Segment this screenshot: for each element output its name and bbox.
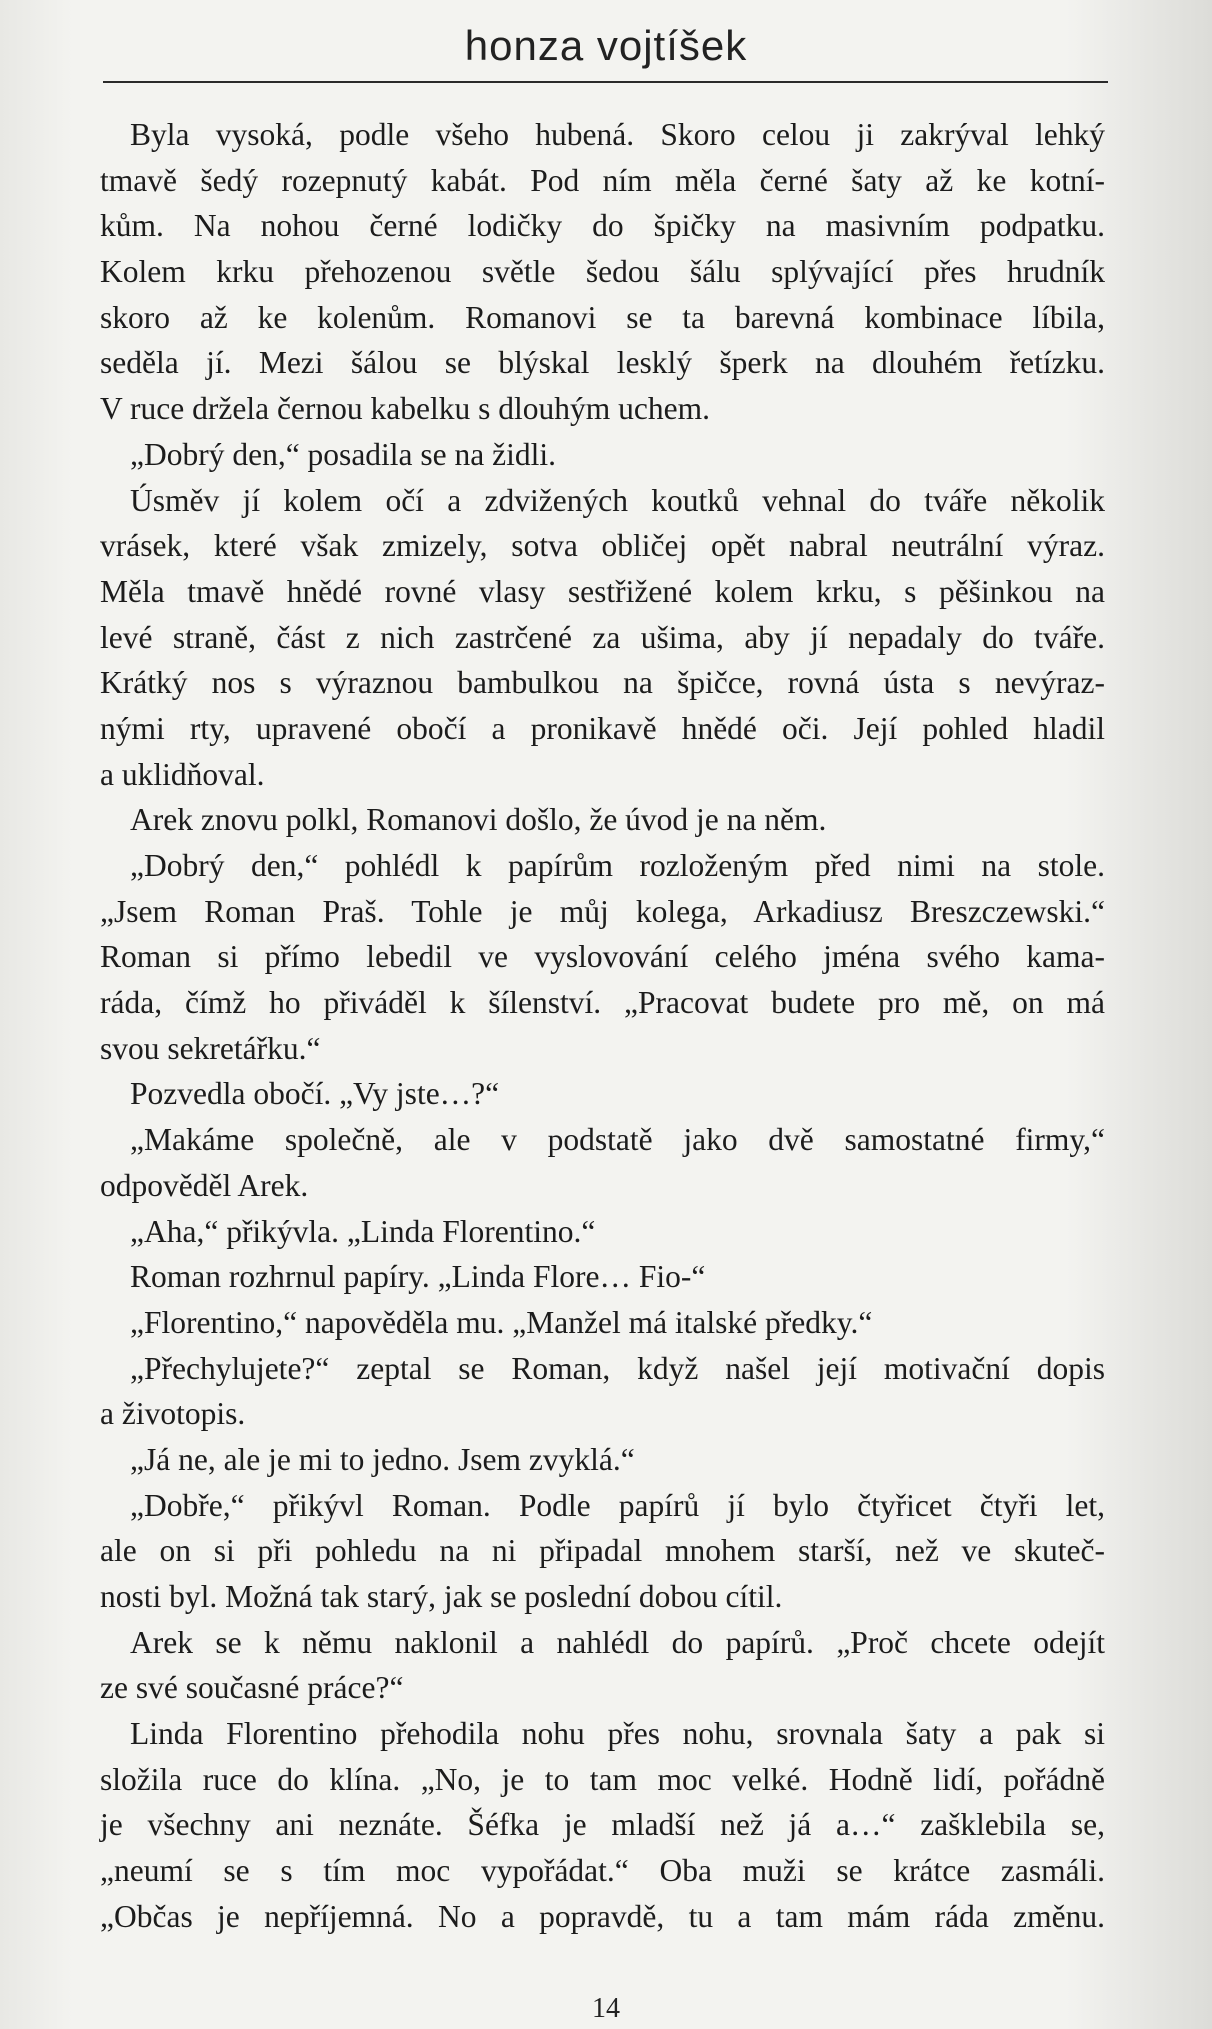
text-line: je všechny ani neznáte. Šéfka je mladší než já a…“ zašklebila se, [100,1807,1105,1843]
text-line: Úsměv jí kolem očí a zdvižených koutků vehnal do tváře několik [130,482,1105,518]
text-line: složila ruce do klína. „No, je to tam moc velké. Hodně lidí, pořádně [100,1761,1105,1797]
text-line: nými rty, upravené obočí a pronikavě hnědé oči. Její pohled hladil [100,710,1105,746]
text-line: „Občas je nepříjemná. No a popravdě, tu a tam mám ráda změnu. [100,1898,1105,1934]
text-line: „Makáme společně, ale v podstatě jako dvě samostatné firmy,“ [130,1122,1105,1158]
text-line: Pozvedla obočí. „Vy jste…?“ [130,1076,500,1112]
text-line: svou sekretářku.“ [100,1030,321,1066]
text-line: Roman rozhrnul papíry. „Linda Flore… Fio-“ [130,1259,706,1295]
page-number: 14 [592,1993,620,2024]
text-line: a uklidňoval. [100,756,265,792]
text-line: „Aha,“ přikývla. „Linda Florentino.“ [130,1213,596,1249]
text-line: „Já ne, ale je mi to jedno. Jsem zvyklá.“ [130,1441,635,1477]
text-line: ale on si při pohledu na ni připadal mnohem starší, než ve skuteč- [100,1533,1105,1569]
text-line: Linda Florentino přehodila nohu přes nohu, srovnala šaty a pak si [130,1716,1105,1752]
text-line: Kolem krku přehozenou světle šedou šálu splývající přes hrudník [100,254,1105,290]
text-line: ze své současné práce?“ [100,1670,404,1706]
running-head: honza vojtíšek [464,22,748,69]
text-line: Krátký nos s výraznou bambulkou na špičce, rovná ústa s nevýraz- [100,665,1105,701]
text-line: Měla tmavě hnědé rovné vlasy sestřižené kolem krku, s pěšinkou na [100,573,1105,609]
text-line: vrásek, které však zmizely, sotva obličej opět nabral neutrální výraz. [100,528,1105,564]
text-line: seděla jí. Mezi šálou se blýskal lesklý šperk na dlouhém řetízku. [100,345,1105,381]
text-line: „Přechylujete?“ zeptal se Roman, když našel její motivační dopis [130,1350,1105,1386]
text-line: Arek se k němu naklonil a nahlédl do papírů. „Proč chcete odejít [130,1624,1105,1660]
text-line: skoro až ke kolenům. Romanovi se ta barevná kombinace líbila, [100,299,1105,335]
text-line: levé straně, část z nich zastrčené za ušima, aby jí nepadaly do tváře. [100,619,1105,655]
text-line: „Dobrý den,“ pohlédl k papírům rozloženým před nimi na stole. [130,848,1105,883]
text-line: Arek znovu polkl, Romanovi došlo, že úvod je na něm. [130,802,827,838]
header-rule [103,81,1108,83]
text-line: tmavě šedý rozepnutý kabát. Pod ním měla černé šaty až ke kotní- [100,162,1105,198]
text-line: „neumí se s tím moc vypořádat.“ Oba muži se krátce zasmáli. [100,1853,1105,1889]
text-line: Byla vysoká, podle všeho hubená. Skoro celou ji zakrýval lehký [130,117,1105,152]
text-line: kům. Na nohou černé lodičky do špičky na masivním podpatku. [100,208,1105,244]
text-line: a životopis. [100,1396,246,1432]
body-text [100,112,1105,1940]
text-line: V ruce držela černou kabelku s dlouhým uchem. [100,391,710,427]
text-line: nosti byl. Možná tak starý, jak se poslední dobou cítil. [100,1579,783,1614]
text-line: odpověděl Arek. [100,1167,309,1203]
text-line: „Dobrý den,“ posadila se na židli. [130,436,556,472]
text-line: „Florentino,“ napověděla mu. „Manžel má italské předky.“ [130,1304,873,1340]
text-line: ráda, čímž ho přiváděl k šílenství. „Pracovat budete pro mě, on má [100,985,1105,1021]
text-line: Roman si přímo lebedil ve vyslovování celého jména svého kama- [100,939,1105,975]
text-line: „Jsem Roman Praš. Tohle je můj kolega, Arkadiusz Breszczewski.“ [100,893,1105,929]
text-line: „Dobře,“ přikývl Roman. Podle papírů jí bylo čtyřicet čtyři let, [130,1487,1105,1523]
